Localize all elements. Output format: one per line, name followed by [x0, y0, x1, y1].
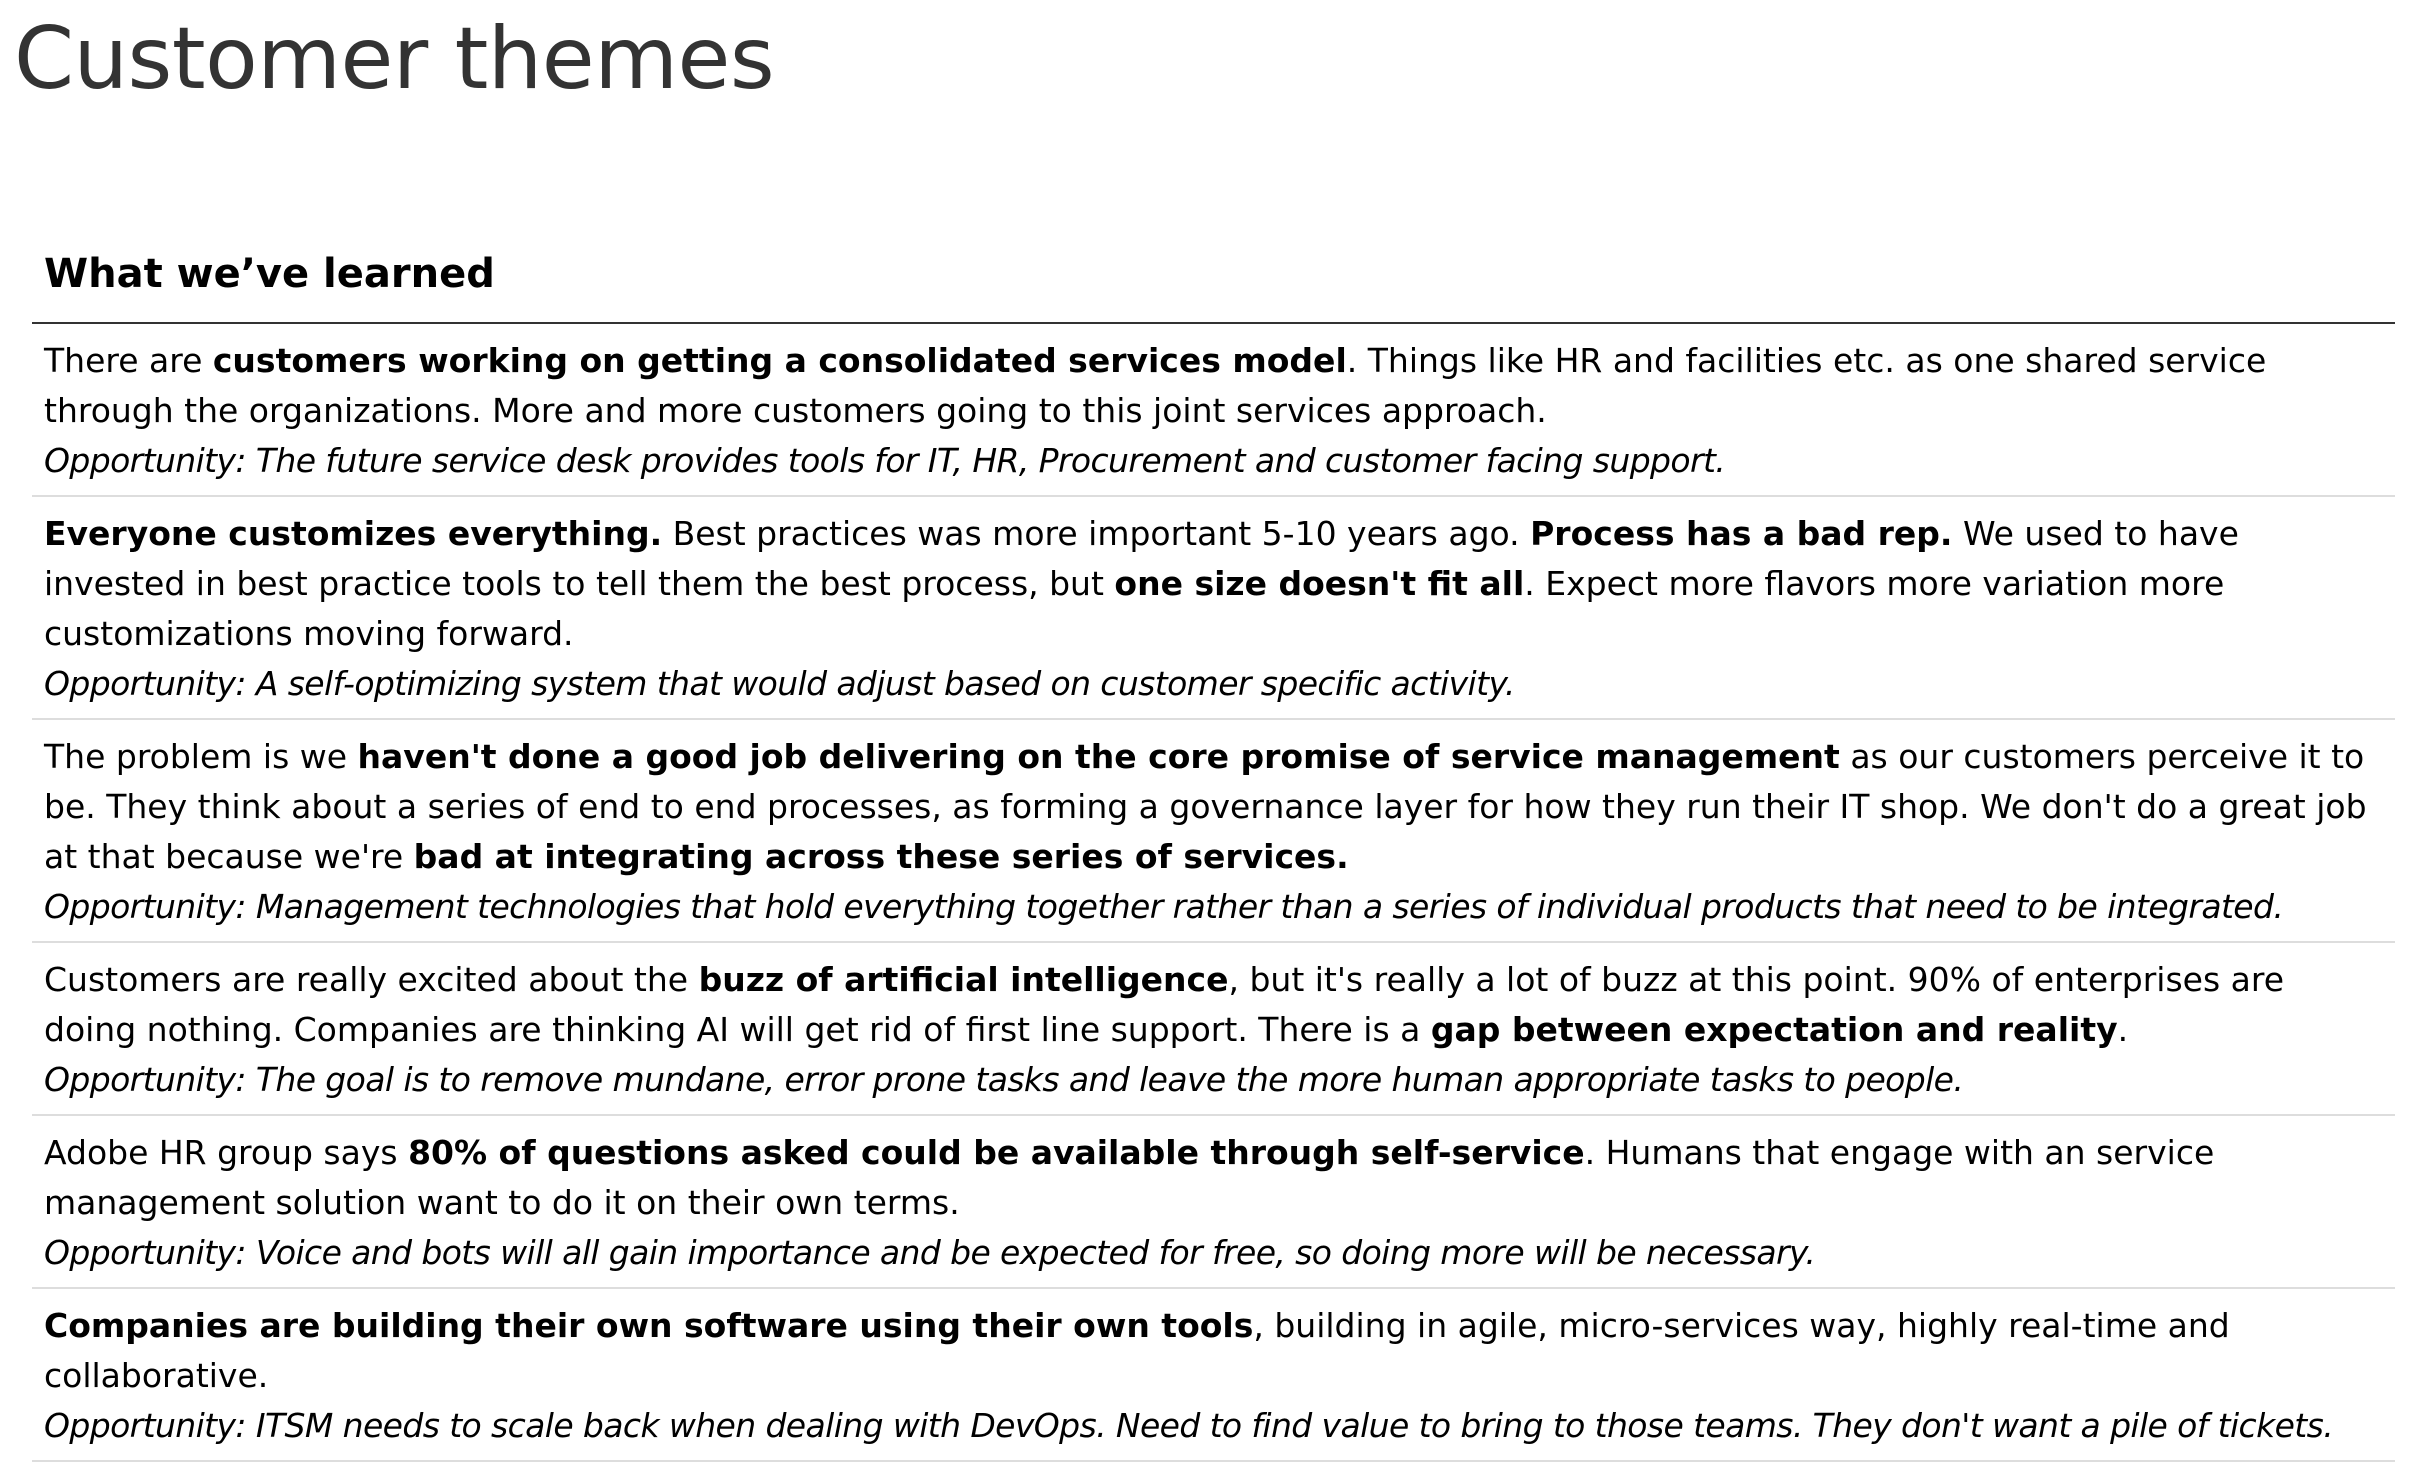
text-segment: There are [44, 341, 213, 380]
table-row [32, 1288, 2395, 1461]
table-row [32, 942, 2395, 1115]
bold-segment: haven't done a good job delivering on the core promise of service management [357, 737, 1840, 776]
page-title: Customer themes [14, 9, 775, 109]
text-segment: Customers are really excited about the [44, 960, 699, 999]
theme-cell [32, 1288, 2395, 1461]
theme-cell [32, 323, 2395, 496]
theme-cell [32, 719, 2395, 942]
opportunity-text: Opportunity: The future service desk provides tools for IT, HR, Procurement and customer facing support. [44, 441, 1726, 480]
text-segment: We used to have invested in best practice tools to tell them the best process, but [44, 514, 2239, 603]
text-segment: Adobe HR group says [44, 1133, 409, 1172]
opportunity-text: Opportunity: A self-optimizing system that would adjust based on customer specific activity. [44, 664, 1515, 703]
theme-cell [32, 496, 2395, 719]
table-row [32, 719, 2395, 942]
opportunity-text: Opportunity: The goal is to remove mundane, error prone tasks and leave the more human appropriate tasks to people. [44, 1060, 1964, 1099]
opportunity-text: Opportunity: Management technologies that hold everything together rather than a series of individual products that need to be integrated. [44, 887, 2284, 926]
table-row [32, 1115, 2395, 1288]
bold-segment: buzz of artificial intelligence [698, 960, 1229, 999]
text-segment: . [2117, 1010, 2129, 1049]
themes-table [32, 230, 2395, 1462]
opportunity-text: Opportunity: ITSM needs to scale back when dealing with DevOps. Need to find value to bring to those teams. They don't want a pile of tickets. [44, 1406, 2334, 1445]
table-row [32, 323, 2395, 496]
table-header-learned: What we’ve learned [32, 230, 2395, 323]
theme-cell [32, 942, 2395, 1115]
text-segment: The problem is we [44, 737, 358, 776]
bold-segment: Process has a bad rep. [1530, 514, 1953, 553]
bold-segment: gap between expectation and reality [1430, 1010, 2118, 1049]
text-segment: . Humans that engage with an service management solution want to do it on their own terms. [44, 1133, 2215, 1222]
bold-segment: one size doesn't fit all [1114, 564, 1525, 603]
table-row [32, 496, 2395, 719]
text-segment: . Things like HR and facilities etc. as one shared service through the organizations. More and more customers going to this joint services approach. [44, 341, 2267, 430]
bold-segment: customers working on getting a consolidated services model [212, 341, 1347, 380]
bold-segment: 80% of questions asked could be available through self-service [408, 1133, 1585, 1172]
text-segment: , building in agile, micro-services way, highly real-time and collaborative. [44, 1306, 2230, 1395]
bold-segment: Everyone customizes everything. [44, 514, 663, 553]
text-segment: Best practices was more important 5-10 years ago. [662, 514, 1531, 553]
theme-cell [32, 1115, 2395, 1288]
table-header-row [32, 230, 2395, 323]
text-segment: , but it's really a lot of buzz at this point. 90% of enterprises are doing nothing. Companies are thinking AI will get rid of first line support. There is a [44, 960, 2285, 1049]
text-segment: as our customers perceive it to be. They think about a series of end to end processes, as forming a governance layer for how they run their IT shop. We don't do a great job at that because we're [44, 737, 2367, 876]
bold-segment: Companies are building their own software using their own tools [44, 1306, 1254, 1345]
opportunity-text: Opportunity: Voice and bots will all gain importance and be expected for free, so doing more will be necessary. [44, 1233, 1816, 1272]
text-segment: . Expect more flavors more variation more customizations moving forward. [44, 564, 2225, 653]
bold-segment: bad at integrating across these series of services. [413, 837, 1349, 876]
